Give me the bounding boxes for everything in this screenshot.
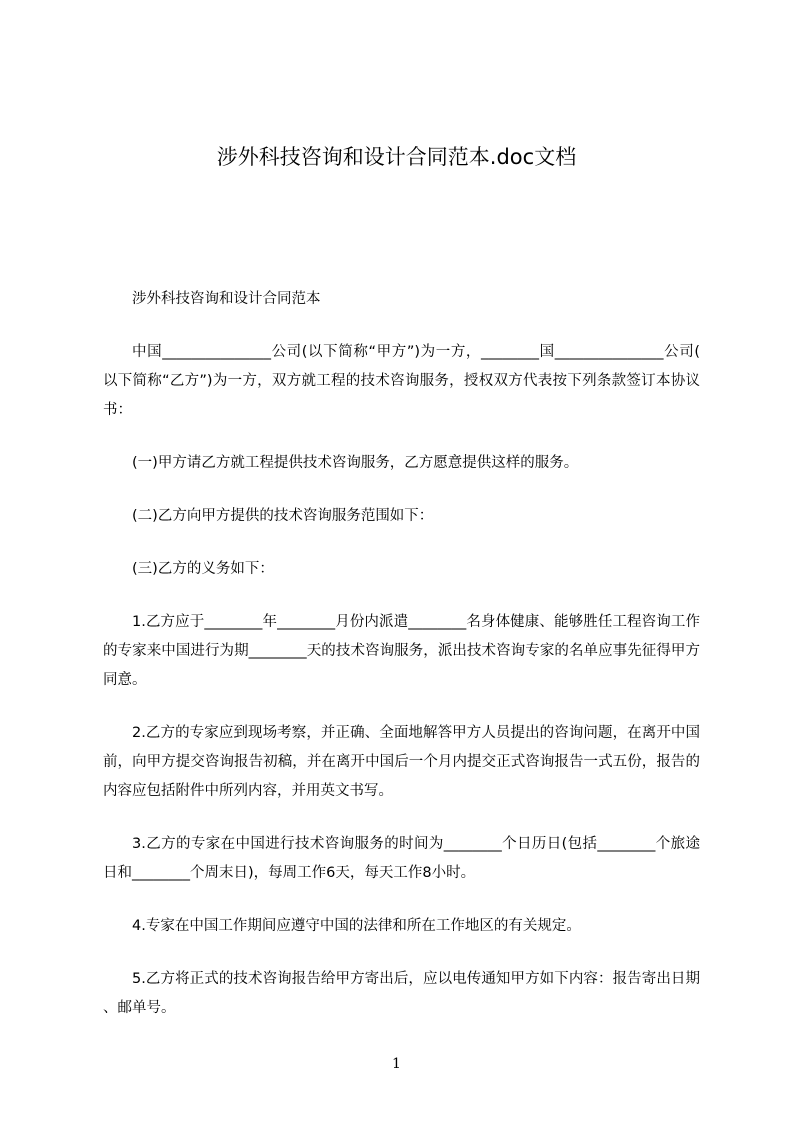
document-title: 涉外科技咨询和设计合同范本.doc文档 [216,145,577,169]
parties-paragraph: 中国_______________公司(以下简称“甲方”)为一方，________国_______________公司(以下简称“乙方”)为一方，双方就工程的技术咨询服务，授权双方代表按下列条款签订本协议书： [103,344,700,418]
clause-1-paragraph: (一)甲方请乙方就工程提供技术咨询服务，乙方愿意提供这样的服务。 [132,455,579,471]
obligation-4-paragraph: 4.专家在中国工作期间应遵守中国的法律和所在工作地区的有关规定。 [132,918,581,934]
contract-heading: 涉外科技咨询和设计合同范本 [132,291,321,307]
clause-2-paragraph: (二)乙方向甲方提供的技术咨询服务范围如下： [132,508,434,524]
document-body [103,285,700,1047]
obligation-5-paragraph: 5.乙方将正式的技术咨询报告给甲方寄出后，应以电传通知甲方如下内容：报告寄出日期、邮单号。 [103,971,700,1016]
page-number: 1 [392,1056,401,1072]
clause-3-paragraph: (三)乙方的义务如下： [132,561,274,577]
obligation-2-paragraph: 2.乙方的专家应到现场考察，并正确、全面地解答甲方人员提出的咨询问题，在离开中国前，向甲方提交咨询报告初稿，并在离开中国后一个月内提交正式咨询报告一式五份，报告的内容应包括附件中所列内容，并用英文书写。 [103,725,700,799]
obligation-1-paragraph: 1.乙方应于________年________月份内派遣________名身体健康、能够胜任工程咨询工作的专家来中国进行为期________天的技术咨询服务，派出技术咨询专家的名单应事先征得甲方同意。 [103,614,700,688]
obligation-3-paragraph: 3.乙方的专家在中国进行技术咨询服务的时间为________个日历日(包括________个旅途日和________个周末日)，每周工作6天，每天工作8小时。 [103,836,700,881]
